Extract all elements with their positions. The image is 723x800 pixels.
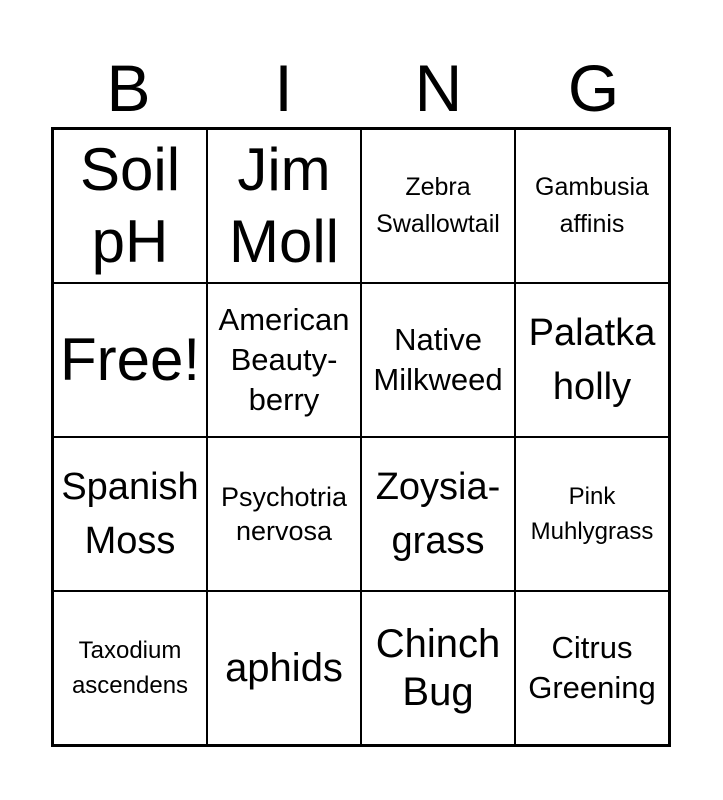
cell-label: Taxodium ascendens	[71, 637, 189, 699]
bingo-cell[interactable]	[515, 437, 669, 591]
bingo-cell[interactable]	[207, 129, 361, 283]
header-letter-b: B	[106, 51, 151, 125]
cell-label: Palatka holly	[528, 312, 656, 408]
cell-label: aphids	[225, 646, 343, 690]
cell-label: Zebra Swallowtail	[376, 173, 500, 238]
bingo-cell[interactable]	[207, 591, 361, 745]
bingo-cell[interactable]	[361, 129, 515, 283]
cell-label: Psychotria nervosa	[220, 482, 348, 546]
cell-label: Free!	[59, 326, 201, 393]
header-letter-g: G	[567, 51, 620, 125]
cell-label: Gambusia affinis	[535, 173, 649, 238]
bingo-cell[interactable]	[515, 129, 669, 283]
bingo-cell[interactable]	[361, 437, 515, 591]
bingo-cell[interactable]	[361, 591, 515, 745]
cell-label: Soil pH	[79, 136, 181, 275]
cell-label: Pink Muhlygrass	[530, 483, 654, 545]
cell-label: Spanish Moss	[61, 466, 199, 562]
cell-label: Citrus Greening	[528, 630, 656, 705]
bingo-cell[interactable]	[53, 129, 207, 283]
header-letter-n: N	[414, 51, 463, 125]
bingo-cell[interactable]	[361, 283, 515, 437]
bingo-cell[interactable]	[53, 437, 207, 591]
cell-label: Jim Moll	[228, 136, 339, 275]
bingo-cell[interactable]	[207, 437, 361, 591]
bingo-board	[51, 127, 671, 747]
bingo-header	[51, 48, 671, 128]
bingo-cell[interactable]	[515, 283, 669, 437]
bingo-cell[interactable]	[515, 591, 669, 745]
header-letter-i: I	[274, 51, 293, 125]
free-space[interactable]	[53, 283, 207, 437]
cell-label: Zoysia-grass	[375, 466, 501, 562]
cell-label: Native Milkweed	[373, 322, 503, 397]
cell-label: American Beauty-berry	[218, 302, 350, 417]
cell-label: Chinch Bug	[375, 622, 501, 714]
bingo-cell[interactable]	[207, 283, 361, 437]
bingo-cell[interactable]	[53, 591, 207, 745]
